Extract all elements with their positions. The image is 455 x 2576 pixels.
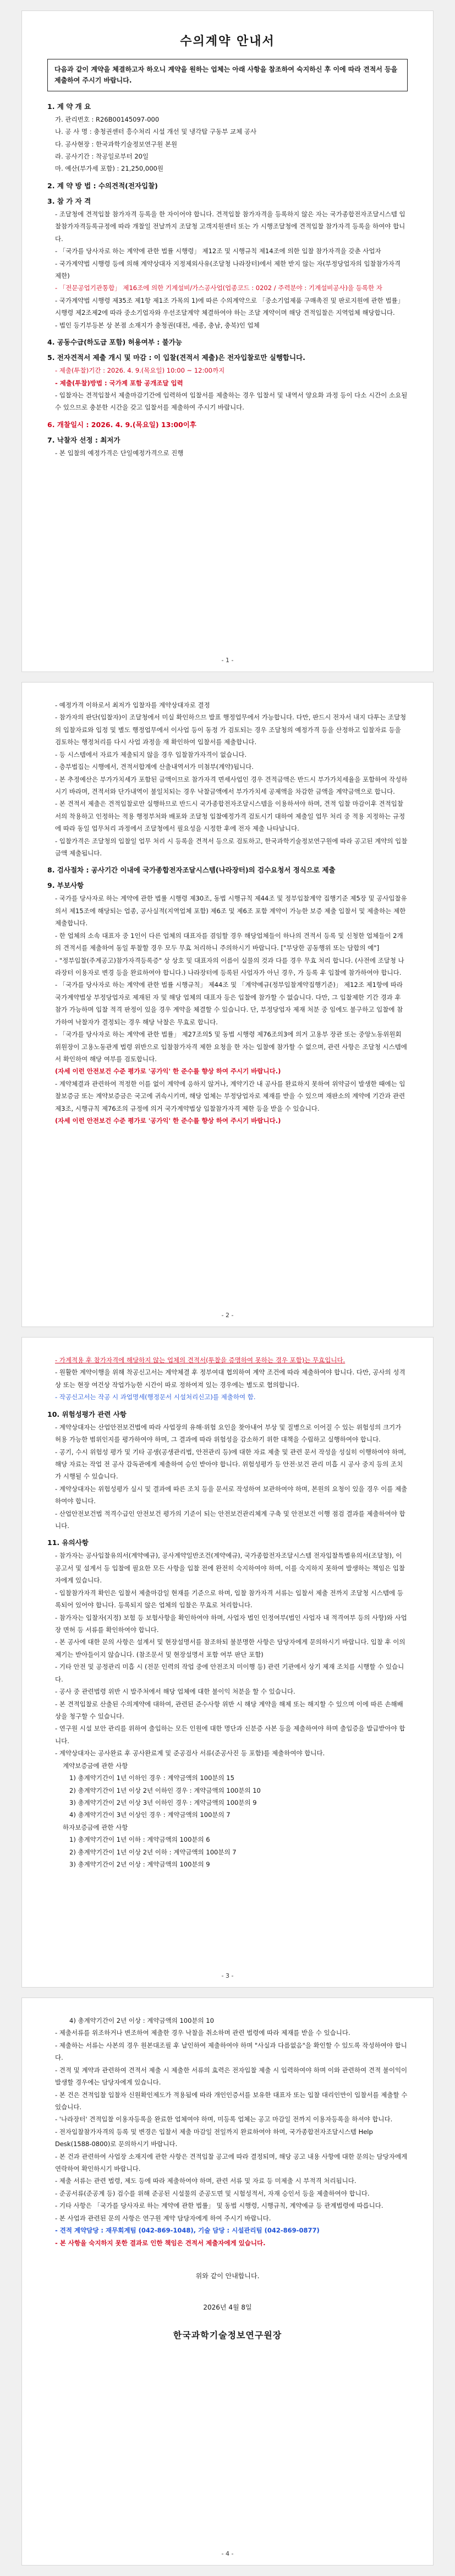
notice-box: 다음과 같이 계약을 체결하고자 하오니 계약을 원하는 업체는 아래 사항을 참조하여 숙지하신 후 이에 따라 견적서 등을 제출하여 주시기 바랍니다. <box>47 59 408 91</box>
list-item: - 기타 사항은 「국가를 당사자로 하는 계약에 관한 법률」 및 동법 시행령, 시행규칙, 계약예규 등 관계법령에 따릅니다. <box>55 2202 383 2210</box>
list-item: 나. 공 사 명 : 충청권센터 흥수처리 시설 개선 및 냉각탑 구동부 교체 공사 <box>55 128 257 136</box>
list-item: - 원활한 계약이행을 위해 착공신고서는 계약체결 후 정부여대 협의하여 계약 조건에 따라 제출하여야 합니다. 다만, 공사의 성격상 또는 현장 여건상 작업가능한 시간이 따로 정하여져 있는 경우에는 별도로 협의합니다. <box>55 1368 405 1389</box>
section-heading: 4. 공동수급(하도급 포함) 허용여부 : 불가능 <box>47 338 182 347</box>
list-item: - 국가계약법 시행령 등에 의해 계약상대자 지정제외사유(조달청 나라장터)에서 제한 받지 않는 자(부정당업자의 입찰참가자격 제한) <box>55 259 401 280</box>
list-item: - 층부법집는 시행에서, 견적서합계에 산출내역서가 미첨부(계약)됩니다. <box>55 763 254 771</box>
list-item: - 입찰자는 견적입찰서 제출마감기간에 입력하여 입찰서를 제출하는 경우 입찰서 및 내역서 양요화 과정 등이 다소 시간이 소요될 수 있으므로 충분한 시간을 갖고 입찰서를 제출하여 주시기 바랍니다. <box>55 391 408 412</box>
list-item: - 예정가격 이하로서 최저가 입찰자를 계약상대자로 결정 <box>55 701 210 709</box>
list-item: - 법인 등기부등본 상 본점 소재지가 충청권(대전, 세종, 충남, 충북)인 업체 <box>55 321 260 329</box>
list-item: - 조달청에 견적입찰 참가자격 등록을 한 자이어야 합니다. 견적입찰 참가자격을 등록하지 않은 자는 국가종합전자조달시스템 입찰참가자격등록규정에 따라 개찰일 전날까지 조달청 고객지원센터 또는 가 시행조달청에 견적입찰 참가자격 등록을 하여야 합니다. <box>55 210 405 243</box>
list-item: 하자보증금에 관한 사항 <box>63 1823 128 1831</box>
list-item: - 참가자의 판단(입찰자)이 조달청에서 미실 확인하으므 발표 행정업무에서 가능합니다. 다만, 판드시 전자서 내지 다투는 조달청의 입찰자료와 입정 및 별도 행정업무에서 이사업 등이 동정 가 검토되는 경우 조달청의 예정가격 등을 산정하고 입찰자료 등을 검토하는 행정처리를 다시 사업 과정을 재 확인하여 입찰서를 제출합니다. <box>55 713 407 746</box>
document-date: 2026년 4월 8일 <box>203 2304 252 2312</box>
list-item: - 입찰참가자격 확인은 입찰서 제출마감일 현재를 기준으로 하며, 입찰 참가자격 서류는 입찰서 제출 전까지 조달청 시스템에 등록되어 있어야 합니다. 등록되지 않은 업체의 입찰은 무효로 처리합니다. <box>55 1589 403 1609</box>
issuer-signature: 한국과학기술정보연구원장 <box>173 2330 282 2341</box>
list-item: - 제출서류를 위조하거나 변조하여 제출한 경우 낙찰을 취소하며 관련 법령에 따라 제재를 받을 수 있습니다. <box>55 2029 350 2037</box>
list-item: - 가계적용 후 참가자격에 해당하지 않는 업체의 견적서(투찰을 증명하여 못하는 경우 포함)는 무효입니다. <box>55 1356 346 1364</box>
list-item: - 본 추정예산은 부가가치세가 포함된 금액이므로 참가자격 면세사업인 경우 견적금액은 반드시 부가가치세율을 포함하여 작성하시기 바라며, 견적서와 단가내역이 불일치되는 경우 낙찰금액에서 부가가치세 공제액을 차감한 금액을 계약금액으로 합니다. <box>55 775 408 795</box>
list-item: - 제출(투찰)방법 : 국가계 포함 공개조달 입력 <box>55 379 183 387</box>
list-item: - 본 사항을 숙지하지 못한 결과로 인한 책임은 견적서 제출자에게 있습니다. <box>55 2239 266 2247</box>
section-heading: 2. 계 약 방 법 : 수의견적(전자입찰) <box>47 181 158 190</box>
list-item: - 공기, 수시 위험성 평가 및 기타 공생(공생관리법, 안전관리 등)에 대한 자료 제출 및 관련 문서 작성을 성실히 이행하여야 하며, 해당 자료는 작업 전 공사 감독관에게 제출하여 승인 받아야 합니다. 위험성평가 등 안전·보건 관리 미흡 시 공사 중지 등의 조치가 시행될 수 있습니다. <box>55 1448 406 1481</box>
list-item: - 「국가를 당사자로 하는 계약에 관한 법률」 제27조의5 및 동법 시행령 제76조의3에 의거 고용부 장관 또는 중앙노동위원회 위원장이 고용노동관계 법령 위반으로 입찰참가자격 제한 요청을 한 자는 입찰에 참가할 수 없으며, 관련 사항은 조달청 시스템에서 확인하여 해당 여부를 검토합니다. <box>55 1030 407 1063</box>
list-item: - 참가자는 공사입찰유의서(계약예규), 공사계약일반조건(계약예규), 국가종합전자조달시스템 전자입찰특별유의서(조달청), 이 공고서 및 설계서 등 입찰에 필요한 모든 사항을 입찰 전에 완전히 숙지하여야 하며, 이를 숙지하지 못하여 발생하는 책임은 입찰자에게 있습니다. <box>55 1552 405 1585</box>
list-item: - 「국가를 당사자로 하는 계약에 관한 법률 시행령」 제12조 및 시행규칙 제14조에 의한 입찰 참가자격을 갖춘 사업자 <box>55 247 381 255</box>
list-item: 가. 관리번호 : R26B00145097-000 <box>55 115 160 123</box>
page-number: - 1 - <box>221 657 234 664</box>
list-item: - 국가계약법 시행령 제35조 제1항 제1조 가목의 1)에 따른 수의계약으로 「중소기업제품 구매촉진 및 판로지원에 관한 법률」 시행령 제2조제2에 따라 중소기업자와 우선조달계약 체결하여야 하는 조달 계약이며 해당 견적입찰은 지역업체 해당합니다. <box>55 296 404 317</box>
list-item: - 본 건은 견적입찰 입찰자 신원확인제도가 적용됨에 따라 개인인증서를 보유한 대표자 또는 입찰 대리인만이 입찰서를 제출할 수 있습니다. <box>55 2091 408 2111</box>
page-number: - 2 - <box>221 1312 234 1319</box>
list-item: (자세 이런 안전보건 수준 평가로 '공가익' 한 준수를 향상 하여 주시기 바랍니다.) <box>55 1067 281 1076</box>
document-page-1 <box>22 11 433 672</box>
list-item: - 본 견적입찰로 산출된 수의계약에 대하여, 관련된 준수사항 위반 시 해당 계약을 해제 또는 해지할 수 있으며 이에 따른 손해배상을 청구할 수 있습니다. <box>55 1700 403 1720</box>
document-page-4 <box>22 1998 433 2565</box>
list-item: - 본 입찰의 예정가격은 단일예정가격으로 진행 <box>55 449 184 457</box>
page-number: - 4 - <box>221 2550 234 2557</box>
list-item: - 참가자는 입찰자(지정) 보험 등 보험사항을 확인하여야 하며, 사업자 법인 인정여부(법인 사업자 내 적격여부 등의 사항)와 사업장 면허 등 서류를 확인하여야 합니다. <box>55 1613 407 1634</box>
list-item: - 기타 안전 및 공정관리 미흡 시 (전문 인력의 작업 중에 안전조치 미이행 등) 관련 기관에서 상기 제재 조치를 시행할 수 있습니다. <box>55 1663 404 1683</box>
list-item: (자세 이런 안전보건 수준 평가로 '공가익' 한 준수를 향상 하여 주시기 바랍니다.) <box>55 1117 281 1125</box>
list-item: - 산업안전보건법 적격수급인 안전보건 평가의 기준이 되는 안전보건관리체계 구축 및 안전보건 이행 점검 결과를 제출하여야 합니다. <box>55 1509 405 1530</box>
list-item: - 한 업체의 소속 대표자 중 1인이 다른 업체의 대표자를 겸임할 경우 해당업체들이 하나의 견적서 등록 및 신청한 업체들이 2개의 견적서를 제출하여 동일 투찰할 경우 모두 무효 처리하니 주의하시기 바랍니다. ["부당한 공동행위 또는 담합의 예"] <box>55 931 403 952</box>
list-item: 2) 총계약기간이 1년 이상 2년 이하인 경우 : 계약금액의 100분의 10 <box>69 1786 261 1794</box>
list-item: - 본 건과 관련하여 사업장 소재지에 관한 사항은 견적입찰 공고에 따라 결정되며, 해당 공고 내용 사항에 대한 문의는 담당자에게 연락하여 확인하시기 바랍니다. <box>55 2152 408 2173</box>
document-page-2 <box>22 683 433 1327</box>
list-item: - 본 견적서 제출은 견적입찰로만 실행하므로 반드시 국가종합전자조달시스템을 이용하셔야 하며, 견적 입찰 마감이후 견적입찰서의 착용하고 인정하는 적용 행정부처와 배포와 조달청 입찰예정가격 검토시기 대하여 제출일 업무 처리 중 적용 지정하는 규정에 따라 동일 업무처리 과정에서 조달청에서 필요성을 시정한 후에 전자 제출 나타납니다. <box>55 800 405 833</box>
section-heading: 8. 검사절차 : 공사기간 이내에 국가종합전자조달시스템(나라장터)의 검수요청서 정식으로 제출 <box>47 866 336 875</box>
list-item: - 「국가를 당사자로 하는 계약에 관한 법률 시행규칙」 제44조 및 「계약예규(정부입찰계약집행기준)」 제12조 제1항에 따라 국가계약법상 부정당업자로 제재된 자 및 해당 업체의 대표자 등은 입찰에 참가할 수 없습니다. 다만, 그 입찰제한 기간 경과 후 참가 가능하며 입찰 적격 판정이 있을 경우 계약을 체결할 수 있습니다. 단, 부정당업자 제재 처분 중 임에도 불구하고 입찰에 참가하여 낙찰자가 결정되는 경우 해당 낙찰은 무효로 합니다. <box>55 981 403 1026</box>
section-heading: 10. 위험성평가 관련 사항 <box>47 1410 127 1418</box>
section-heading: 11. 유의사항 <box>47 1538 89 1547</box>
section-heading: 9. 부보사항 <box>47 881 84 890</box>
document-page-3 <box>22 1338 433 1987</box>
list-item: - 국가를 당사자로 하는 계약에 관한 법률 시행령 제30조, 동법 시행규칙 제44조 및 정부입찰계약 집행기준 제5장 및 공사입찰유의서 제15조에 해당되는 업종, 공사실적(지역업체 포함) 제6조 및 제6조 포함 계약이 가능한 보증 제출 입찰서 및 제출하는 제한 제출합니다. <box>55 894 407 927</box>
list-item: - 계약상대자는 산업안전보건법에 따라 사업장의 유해·위험 요인을 찾아내어 부상 및 질병으로 이어질 수 있는 위험성의 크기가 허용 가능한 범위인지를 평가하여야 하며, 그 결과에 따라 위험성을 감소하기 위한 대책을 수립하고 실행하여야 합니다. <box>55 1423 402 1444</box>
page-number: - 3 - <box>221 1972 234 1979</box>
list-item: - 제출하는 서류는 사본의 경우 원본대조필 후 날인하여 제출하여야 하며 "사실과 다름없음"을 확인할 수 있도록 작성하여야 합니다. <box>55 2041 407 2062</box>
list-item: - 등 시스템에서 자료가 제출되지 않을 경우 입찰참가자격이 없습니다. <box>55 750 247 758</box>
list-item: - '나라장터' 견적입찰 이용자등록을 완료한 업체여야 하며, 미등록 업체는 공고 마감일 전까지 이용자등록을 하셔야 합니다. <box>55 2115 393 2124</box>
list-item: 계약보증금에 관한 사항 <box>63 1761 128 1770</box>
section-heading: 1. 계 약 개 요 <box>47 102 91 111</box>
list-item: 1) 총계약기간이 1년 이하인 경우 : 계약금액의 100분의 15 <box>69 1774 234 1782</box>
list-item: - 입찰가격은 조달청의 입찰일 업무 처리 시 등록을 견적서 등으로 검토하고, 한국과학기술정보연구원에 따라 공고된 계약의 입찰금액 제출됩니다. <box>55 837 408 858</box>
section-heading: 5. 전자견적서 제출 개시 및 마감 : 이 입찰(견적서 제출)은 전자입찰로만 실행합니다. <box>47 353 305 362</box>
section-heading: 6. 개찰일시 : 2026. 4. 9.(목요일) 13:00이후 <box>47 420 196 429</box>
list-item: - 견적 계약담당 : 재무회계팀 (042-869-1048), 기술 담당 : 시설관리팀 (042-869-0877) <box>55 2226 320 2235</box>
list-item: 다. 공사현장 : 한국과학기술정보연구원 본원 <box>55 140 178 148</box>
list-item: - 준공서류(준공계 등) 검수를 위해 준공된 시설물의 준공도면 및 시험성적서, 자재 승인서 등을 제출하여야 합니다. <box>55 2189 370 2197</box>
list-item: 4) 총계약기간이 3년 이상인 경우 : 계약금액의 100분의 7 <box>69 1811 231 1819</box>
list-item: - 본 사업과 관련된 문의 사항은 연구원 계약 담당자에게 하여 주시기 바랍니다. <box>55 2214 271 2222</box>
list-item: - 견적 및 계약과 관련하여 견적서 제출 시 제출한 서류의 효력은 전자입찰 제출 시 입력하여야 하며 이와 관련하여 견적 불이익이 발생할 경우에는 담당자에게 있습니다. <box>55 2066 408 2087</box>
list-item: - 계약상대자는 위험성평가 실시 및 결과에 따른 조치 등을 문서로 작성하여 보관하여야 하며, 본원의 요청이 있을 경우 이를 제출하여야 합니다. <box>55 1485 408 1505</box>
list-item: - 계약체결과 관련하여 적정한 이를 없이 계약에 응하지 않거나, 계약기간 내 공사를 완료하지 못하여 위약금이 발생한 때에는 입찰보증금 또는 계약보증금은 국고에 귀속시키며, 해당 업체는 부정당업자로 제재를 받을 수 있으며 재판소의 계약에 기간과 관련 제3조, 시행규칙 제76조의 규정에 의거 국가계약법상 입찰참가자격 제한 등을 받을 수 있습니다. <box>55 1079 405 1112</box>
list-item: 2) 총계약기간이 1년 이상 2년 이하 : 계약금액의 100분의 7 <box>69 1848 237 1856</box>
section-heading: 3. 참 가 자 격 <box>47 197 91 205</box>
list-item: 4) 총계약기간이 2년 이상 : 계약금액의 100분의 10 <box>69 2017 214 2024</box>
list-item: - 공사 중 관련법령 위반 시 발주처에서 해당 업체에 대한 불이익 처분을 할 수 있습니다. <box>55 1688 295 1696</box>
list-item: - 제출 서류는 관련 법령, 제도 등에 따라 제출하여야 하며, 관련 서류 및 자료 등 미제출 시 부적격 처리됩니다. <box>55 2177 357 2185</box>
list-item: - 전자입찰참가자격의 등록 및 변경은 입찰서 제출 마감일 전일까지 완료하여야 하며, 국가종합전자조달시스템 Help Desk(1588-0800)로 문의하시기 바랍니다. <box>55 2127 373 2148</box>
list-item: 3) 총계약기간이 2년 이상 : 계약금액의 100분의 9 <box>69 1860 210 1869</box>
list-item: 마. 예산(부가세 포함) : 21,250,000원 <box>55 165 163 173</box>
list-item: - 연구원 시설 보안 관리를 위하여 출입하는 모든 인원에 대한 명단과 신분증 사본 등을 제출하여야 하며 출입증을 발급받아야 합니다. <box>55 1724 405 1745</box>
list-item: 라. 공사기간 : 착공일로부터 20일 <box>55 152 149 161</box>
list-item: - 작공신고서는 작공 시 과업명세(행정문서 시설처리신고)를 제출하여 함. <box>55 1393 256 1401</box>
list-item: - 제출(투찰)기간 : 2026. 4. 9.(목요일) 10:00 ~ 12:00까지 <box>55 367 225 375</box>
section-heading: 7. 낙찰자 선정 : 최저가 <box>47 435 120 444</box>
closing-text: 위와 같이 안내합니다. <box>195 2272 260 2280</box>
list-item: 3) 총계약기간이 2년 이상 3년 이하인 경우 : 계약금액의 100분의 9 <box>69 1798 257 1807</box>
list-item: - 본 공사에 대한 문의 사항은 설계서 및 현장설명서를 참조하되 불분명한 사항은 담당자에게 문의하시기 바랍니다. 입찰 후 이의제기는 받아들이지 않습니다. (참조문서 및 현장설명서 포함 여부 판단 포함) <box>55 1638 405 1658</box>
list-item: - "정부입찰(주계공고)참가자격등록증" 상 상호 및 대표자의 이름이 실물의 것과 다를 경우 무효 처리 합니다. (사전에 조달청 나라장터 이용자로 변경 등을 완료하여야 합니다.) 나라장터에 등록된 사업자가 아닌 경우, 가 등록 후 입찰에 참가하여야 합니다. <box>55 956 404 977</box>
list-item: - 계약상대자는 공사완료 후 공사완료계 및 준공검사 서류(준공사진 등 포함)를 제출하여야 합니다. <box>55 1749 325 1758</box>
document-title: 수의계약 안내서 <box>180 35 275 48</box>
list-item: - 「전문공업기관통합」 제16조에 의한 기계설비/가스공사업(업종코드 : 0202 / 주력분야 : 기계설비공사)을 등록한 자 <box>55 284 382 292</box>
list-item: 1) 총계약기간이 1년 이하 : 계약금액의 100분의 6 <box>69 1836 210 1844</box>
